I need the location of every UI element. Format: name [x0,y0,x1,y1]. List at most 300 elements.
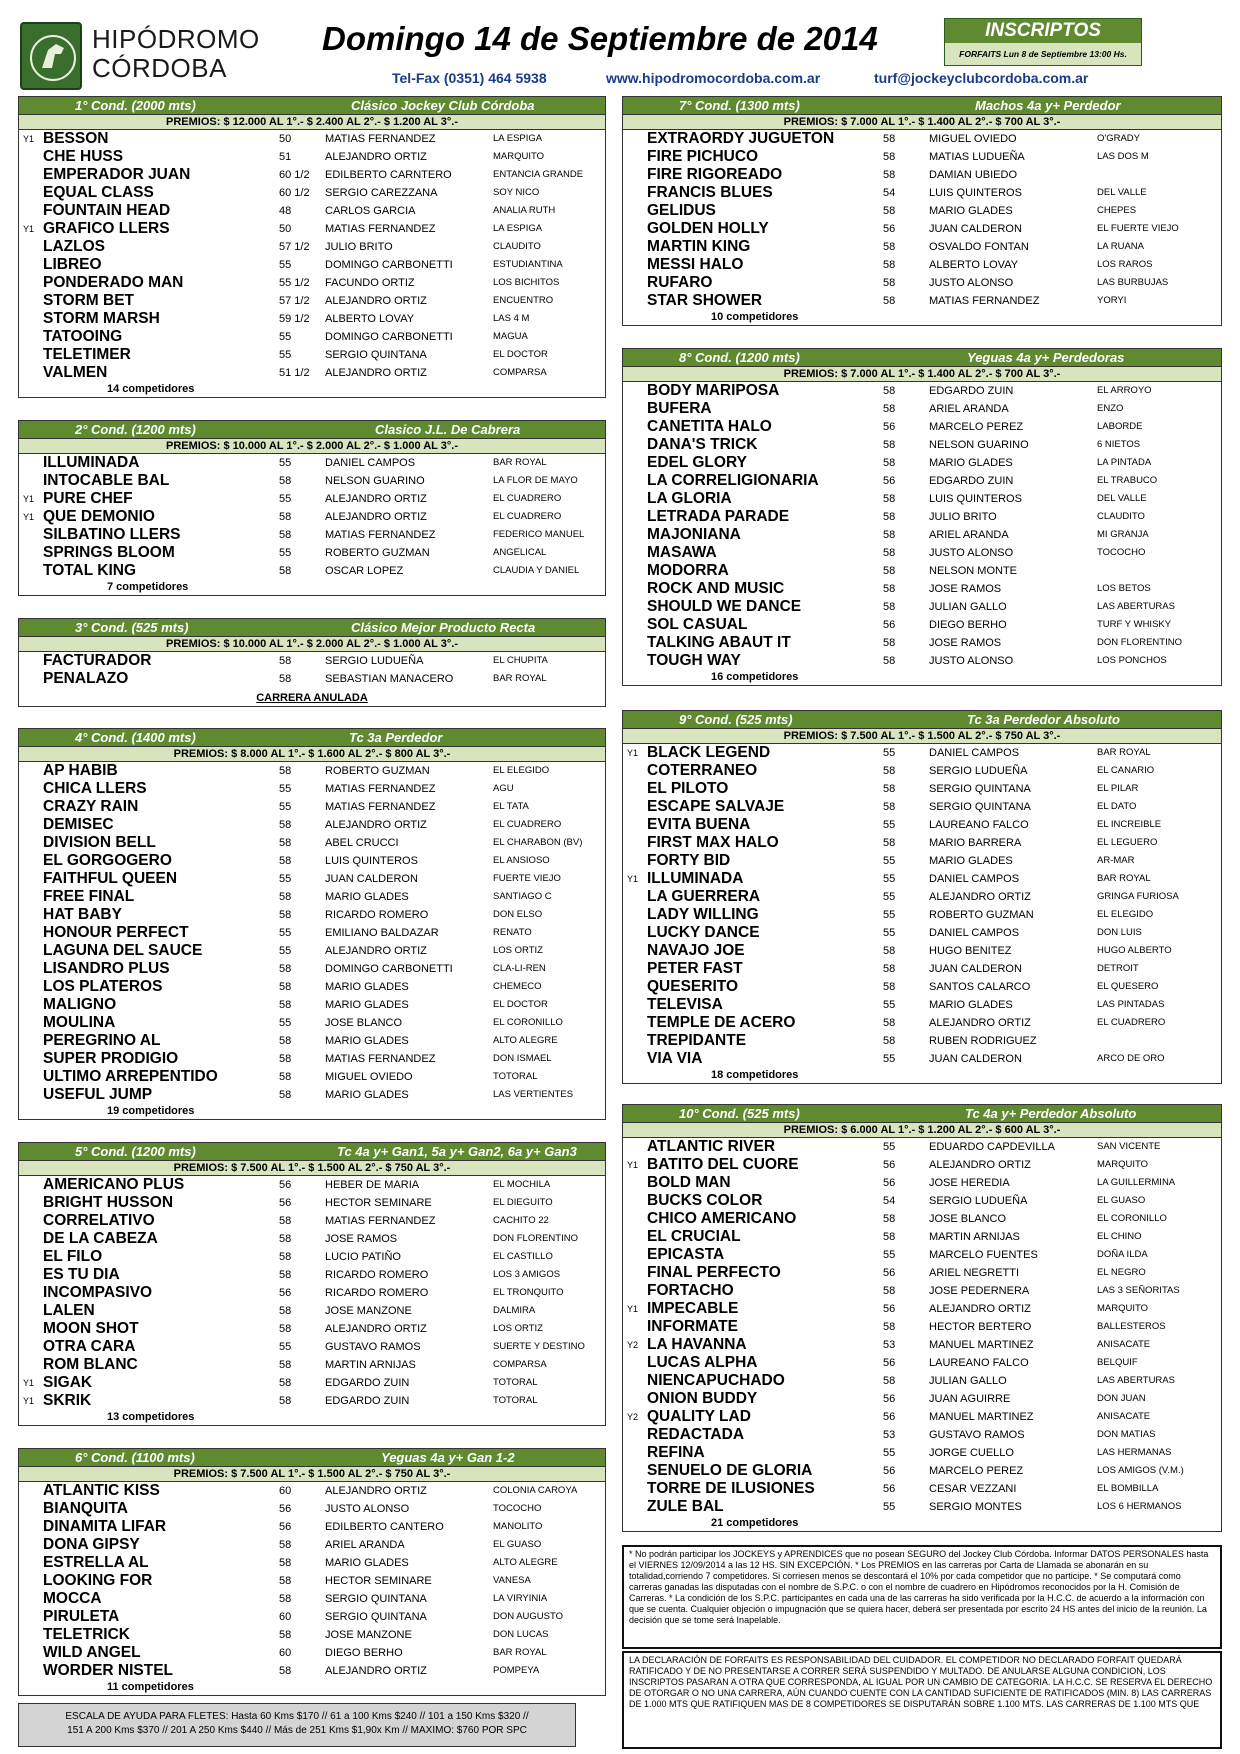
horse-name: USEFUL JUMP [43,1086,153,1103]
entry-row [623,634,1221,652]
horse-name: LA GLORIA [647,490,732,507]
horse-weight: 56 [883,223,896,235]
horse-weight: 55 [279,331,292,343]
horse-name: FOUNTAIN HEAD [43,202,171,219]
entry-row [19,1374,605,1392]
horse-name: MAJONIANA [647,526,741,543]
entry-row [19,816,605,834]
race-1-block [18,96,606,398]
horse-name: VALMEN [43,364,108,381]
horse-weight: 60 [279,1647,292,1659]
entry-row [623,1228,1221,1246]
horse-name: EMPERADOR JUAN [43,166,191,183]
horse-weight: 58 [279,1359,292,1371]
jockey-name: ARIEL ARANDA [929,403,1009,415]
jockey-name: JUAN AGUIRRE [929,1393,1011,1405]
horse-name: HONOUR PERFECT [43,924,189,941]
horse-weight: 58 [279,1629,292,1641]
entry-row [19,328,605,346]
entry-row [623,1174,1221,1192]
entry-row [19,1482,605,1500]
jockey-name: MARCELO PEREZ [929,1465,1024,1477]
race-2-block [18,420,606,596]
stud-name: EL CANARIO [1097,765,1155,776]
horse-weight: 58 [279,1305,292,1317]
jockey-name: LUIS QUINTEROS [929,187,1022,199]
entry-row [19,1302,605,1320]
horse-name: LADY WILLING [647,906,759,923]
horse-name: BRIGHT HUSSON [43,1194,174,1211]
race-title: 3° Cond. (525 mts) [75,620,189,635]
stud-name: VANESA [493,1575,531,1586]
stud-name: ENTANCIA GRANDE [493,169,584,180]
entry-row [19,1032,605,1050]
notes-text-2: LA DECLARACIÓN DE FORFAITS ES RESPONSABILIDAD DEL CUIDADOR. EL COMPETIDOR NO DECLARADO FORFAIT QUEDARÁ RATIFICADO Y DE NO PRESENTARSE A CORRER SERÁ SUSPENDIDO Y MULTADO. DE ANULARSE ALGUNA CONDICION, LOS INSCRIPTOS PASARAN A OTRA QUE CORRESPONDA, AL IGUAL POR UN CAMBIO DE CATEGORIA. LA H.C.C. SE RESERVA EL DERECHO DE OTORGAR O NO UNA CARRERA, AÚN CUANDO CUENTE CON LA CANTIDAD SUFICIENTE DE RATIFICADOS (MIN. 8) LAS CARRERAS DE 1.000 MTS QUE RATIFIQUEN MAS DE 8 COMPETIDORES SE DISPUTARÁN SOBRE 1.100 MTS. LAS CARRERAS DE 1.100 MTS QUE [629,1655,1213,1709]
entry-row [19,978,605,996]
jockey-name: DAMIAN UBIEDO [929,169,1018,181]
entry-row [623,274,1221,292]
horse-weight: 58 [279,819,292,831]
horse-name: PETER FAST [647,960,743,977]
jockey-name: MARIO GLADES [929,457,1013,469]
horse-name: FAITHFUL QUEEN [43,870,178,887]
horse-name: EL PILOTO [647,780,729,797]
entry-row [623,436,1221,454]
jockey-name: DANIEL CAMPOS [929,747,1020,759]
stud-name: EL DOCTOR [493,999,548,1010]
horse-name: EDEL GLORY [647,454,747,471]
jockey-name: JOSE RAMOS [325,1233,398,1245]
race-title: 1° Cond. (2000 mts) [75,98,196,113]
horse-name: CHICA LLERS [43,780,147,797]
horse-name: EL CRUCIAL [647,1228,741,1245]
entry-row [623,1014,1221,1032]
horse-weight: 57 1/2 [279,295,310,307]
jockey-name: JOSE MANZONE [325,1629,412,1641]
entry-row [623,616,1221,634]
jockey-name: ALEJANDRO ORTIZ [325,945,427,957]
stud-name: EL FUERTE VIEJO [1097,223,1179,234]
horse-name: LALEN [43,1302,95,1319]
stud-name: LOS ORTIZ [493,945,543,956]
jockey-name: MARIO GLADES [325,981,409,993]
horse-name: PURE CHEF [43,490,133,507]
stud-name: EL TATA [493,801,529,812]
horse-name: OTRA CARA [43,1338,136,1355]
stud-name: LOS AMIGOS (V.M.) [1097,1465,1184,1476]
horse-weight: 55 [279,1017,292,1029]
horse-name: NAVAJO JOE [647,942,745,959]
horse-name: LUCKY DANCE [647,924,760,941]
jockey-name: EDUARDO CAPDEVILLA [929,1141,1055,1153]
jockey-name: SERGIO LUDUEÑA [325,655,424,667]
race-title: 8° Cond. (1200 mts) [679,350,800,365]
horse-weight: 56 [883,1357,896,1369]
entry-row [623,400,1221,418]
entry-row [623,816,1221,834]
race-subtitle: Tc 3a Perdedor [349,730,443,745]
horse-name: BIANQUITA [43,1500,128,1517]
race-subtitle: Clásico Jockey Club Córdoba [351,98,535,113]
entry-row [623,1156,1221,1174]
stud-name: DON FLORENTINO [1097,637,1182,648]
stud-name: DALMIRA [493,1305,536,1316]
horse-weight: 58 [279,1233,292,1245]
jockey-name: DOMINGO CARBONETTI [325,331,453,343]
entry-row [623,1444,1221,1462]
jockey-name: ALBERTO LOVAY [929,259,1019,271]
horse-name: LOOKING FOR [43,1572,153,1589]
jockey-name: GUSTAVO RAMOS [325,1341,421,1353]
stud-name: EL ELEGIDO [493,765,550,776]
entry-row [623,924,1221,942]
stud-name: LOS 6 HERMANOS [1097,1501,1182,1512]
entry-row [623,1318,1221,1336]
entry-row [19,1554,605,1572]
race-subtitle: Yeguas 4a y+ Perdedoras [967,350,1125,365]
entry-row [623,418,1221,436]
jockey-name: ALEJANDRO ORTIZ [929,891,1031,903]
jockey-name: SERGIO LUDUEÑA [929,1195,1028,1207]
horse-name: SENUELO DE GLORIA [647,1462,813,1479]
horse-name: STORM MARSH [43,310,160,327]
jockey-name: ALEJANDRO ORTIZ [325,151,427,163]
stud-name: MANOLITO [493,1521,543,1532]
entry-row [19,1590,605,1608]
race-title: 7° Cond. (1300 mts) [679,98,800,113]
entry-row [19,1500,605,1518]
jockey-name: EMILIANO BALDAZAR [325,927,439,939]
horse-weight: 58 [883,295,896,307]
competitor-count: 21 competidores [711,1517,799,1529]
stud-name: DON ISMAEL [493,1053,552,1064]
horse-name: TELETIMER [43,346,131,363]
telfax: Tel-Fax (0351) 464 5938 [392,70,547,86]
race-title: 9° Cond. (525 mts) [679,712,793,727]
entry-row [19,364,605,382]
jockey-name: NELSON GUARINO [929,439,1029,451]
stud-name: EL QUESERO [1097,981,1159,992]
horse-weight: 55 [279,801,292,813]
stud-name: EL PILAR [1097,783,1139,794]
jockey-name: GUSTAVO RAMOS [929,1429,1025,1441]
race-prizes: PREMIOS: $ 12.000 AL 1°.- $ 2.400 AL 2°.- $ 1.200 AL 3°.- [19,114,605,130]
horse-weight: 55 [883,1447,896,1459]
stud-name: TURF Y WHISKY [1097,619,1172,630]
jockey-name: LAUREANO FALCO [929,819,1029,831]
horse-name: ESTRELLA AL [43,1554,149,1571]
race-7-block [622,96,1222,326]
horse-name: CHICO AMERICANO [647,1210,797,1227]
stud-name: EL DOCTOR [493,349,548,360]
stud-name: CLAUDITO [493,241,541,252]
horse-name: TELETRICK [43,1626,130,1643]
horse-weight: 58 [883,1017,896,1029]
jockey-name: HEBER DE MARIA [325,1179,420,1191]
horse-weight: 58 [883,151,896,163]
stud-name: DETROIT [1097,963,1139,974]
jockey-name: DIEGO BERHO [929,619,1007,631]
horse-weight: 55 [883,927,896,939]
website-link[interactable]: www.hipodromocordoba.com.ar [606,70,821,86]
stud-name: LOS ORTIZ [493,1323,543,1334]
entry-row [19,1194,605,1212]
horse-name: TOUGH WAY [647,652,741,669]
stud-name: COMPARSA [493,367,547,378]
horse-name: LA GUERRERA [647,888,761,905]
stud-name: LA PINTADA [1097,457,1152,468]
inscriptos-box [944,18,1142,66]
jockey-name: MATIAS FERNANDEZ [325,133,436,145]
horse-weight: 56 [883,619,896,631]
horse-weight: 58 [279,655,292,667]
jockey-name: MATIAS FERNANDEZ [325,801,436,813]
entry-mark: Y1 [627,874,639,884]
horse-name: DE LA CABEZA [43,1230,158,1247]
jockey-name: MARIO GLADES [325,1557,409,1569]
jockey-name: JOSE HEREDIA [929,1177,1010,1189]
stud-name: LABORDE [1097,421,1143,432]
horse-weight: 55 [883,855,896,867]
horse-weight: 58 [279,855,292,867]
horse-weight: 58 [883,205,896,217]
horse-name: CRAZY RAIN [43,798,139,815]
horse-weight: 58 [279,837,292,849]
horse-name: PONDERADO MAN [43,274,184,291]
jockey-name: SANTOS CALARCO [929,981,1031,993]
horse-weight: 55 [279,927,292,939]
race-header [19,97,605,114]
horse-weight: 58 [883,1285,896,1297]
horse-weight: 58 [279,765,292,777]
horse-name: BUFERA [647,400,712,417]
race-header [19,1143,605,1160]
race-title: 4° Cond. (1400 mts) [75,730,196,745]
horse-weight: 58 [279,999,292,1011]
stud-name: DON ELSO [493,909,543,920]
horse-name: ATLANTIC RIVER [647,1138,776,1155]
notes-box-2 [622,1651,1222,1749]
entry-row [623,1408,1221,1426]
horse-weight: 55 [279,873,292,885]
horse-weight: 58 [883,801,896,813]
horse-weight: 58 [279,909,292,921]
entry-row [623,1300,1221,1318]
jockey-name: SERGIO QUINTANA [325,1611,427,1623]
jockey-name: MARIO GLADES [325,891,409,903]
stud-name: RENATO [493,927,532,938]
horse-name: EPICASTA [647,1246,725,1263]
jockey-name: MARTIN ARNIJAS [929,1231,1020,1243]
horse-name: LA CORRELIGIONARIA [647,472,819,489]
race-6-block [18,1448,606,1696]
horse-name: STORM BET [43,292,134,309]
horse-name: DONA GIPSY [43,1536,140,1553]
jockey-name: CESAR VEZZANI [929,1483,1017,1495]
stud-name: MARQUITO [1097,1303,1149,1314]
horse-weight: 60 1/2 [279,169,310,181]
stud-name: TOTORAL [493,1071,538,1082]
jockey-name: ALEJANDRO ORTIZ [325,493,427,505]
stud-name: CHEPES [1097,205,1137,216]
stud-name: DON AUGUSTO [493,1611,564,1622]
horse-name: INFORMATE [647,1318,738,1335]
stud-name: EL ANSIOSO [493,855,550,866]
race-header [19,729,605,746]
entry-row [19,1392,605,1410]
jockey-name: MARIO GLADES [929,855,1013,867]
entry-row [19,1518,605,1536]
entry-row [19,1284,605,1302]
jockey-name: DANIEL CAMPOS [325,457,416,469]
stud-name: TOCOCHO [493,1503,542,1514]
stud-name: ALTO ALEGRE [493,1557,558,1568]
horse-name: ATLANTIC KISS [43,1482,160,1499]
horse-weight: 56 [883,1411,896,1423]
jockey-name: LUIS QUINTEROS [929,493,1022,505]
jockey-name: MARTIN ARNIJAS [325,1359,416,1371]
horse-weight: 58 [883,1321,896,1333]
entry-row [623,202,1221,220]
entry-row [623,1210,1221,1228]
horse-name: RUFARO [647,274,713,291]
horse-name: CHE HUSS [43,148,124,165]
horse-name: REFINA [647,1444,705,1461]
horse-name: SHOULD WE DANCE [647,598,802,615]
horse-weight: 53 [883,1339,896,1351]
jockey-name: ROBERTO GUZMAN [325,547,430,559]
jockey-name: DOMINGO CARBONETTI [325,259,453,271]
entry-row [623,1354,1221,1372]
horse-weight: 55 [883,1053,896,1065]
race-title: 2° Cond. (1200 mts) [75,422,196,437]
jockey-name: OSVALDO FONTAN [929,241,1029,253]
horse-weight: 58 [883,169,896,181]
entry-row [19,346,605,364]
entry-row [19,508,605,526]
stud-name: EL BOMBILLA [1097,1483,1159,1494]
entry-mark: Y1 [23,1396,35,1406]
jockey-name: ALEJANDRO ORTIZ [325,511,427,523]
entry-mark: Y1 [23,134,35,144]
stud-name: LOS PONCHOS [1097,655,1167,666]
entry-row [19,148,605,166]
horse-name: MASAWA [647,544,717,561]
stud-name: ANISACATE [1097,1411,1151,1422]
jockey-name: JUSTO ALONSO [929,277,1014,289]
competitor-count: 16 competidores [711,671,799,683]
race-cancelled-label: CARRERA ANULADA [256,692,368,704]
horse-name: BATITO DEL CUORE [647,1156,799,1173]
horse-name: COTERRANEO [647,762,758,779]
race-prizes: PREMIOS: $ 7.500 AL 1°.- $ 1.500 AL 2°.- $ 750 AL 3°.- [19,1466,605,1482]
entry-mark: Y1 [23,512,35,522]
inscriptos-title: INSCRIPTOS [945,19,1141,43]
horse-weight: 55 [883,891,896,903]
horse-name: FORTY BID [647,852,731,869]
stud-name: EL CHUPITA [493,655,548,666]
jockey-name: SERGIO LUDUEÑA [929,765,1028,777]
horse-weight: 58 [883,837,896,849]
horse-name: DEMISEC [43,816,114,833]
jockey-name: MATIAS FERNANDEZ [325,529,436,541]
page-header [0,0,1240,100]
stud-name: EL ARROYO [1097,385,1152,396]
entry-row [19,1356,605,1374]
stud-name: LA ESPIGA [493,133,543,144]
entry-row [623,1032,1221,1050]
horse-name: BUCKS COLOR [647,1192,763,1209]
jockey-name: MARIO GLADES [929,999,1013,1011]
horse-name: QUESERITO [647,978,739,995]
entry-row [19,888,605,906]
jockey-name: JOSE PEDERNERA [929,1285,1030,1297]
entry-row [623,1390,1221,1408]
horse-name: ILLUMINADA [647,870,744,887]
horse-name: TATOOING [43,328,123,345]
email-link[interactable]: turf@jockeyclubcordoba.com.ar [874,70,1089,86]
jockey-name: JOSE MANZONE [325,1305,412,1317]
entry-row [623,598,1221,616]
horse-name: ONION BUDDY [647,1390,758,1407]
horse-name: LAGUNA DEL SAUCE [43,942,203,959]
race-header [623,97,1221,114]
competitor-count: 7 competidores [107,581,189,593]
race-subtitle: Yeguas 4a y+ Gan 1-2 [381,1450,515,1465]
stud-name: EL TRONQUITO [493,1287,564,1298]
horse-name: TEMPLE DE ACERO [647,1014,796,1031]
stud-name: BELQUIF [1097,1357,1138,1368]
horse-name: BESSON [43,130,109,147]
jockey-name: ALEJANDRO ORTIZ [325,1665,427,1677]
horse-weight: 54 [883,187,896,199]
jockey-name: RICARDO ROMERO [325,1269,429,1281]
horse-weight: 58 [279,1665,292,1677]
horse-weight: 58 [883,457,896,469]
horse-weight: 56 [883,1177,896,1189]
jockey-name: JORGE CUELLO [929,1447,1014,1459]
horse-name: FIRE RIGOREADO [647,166,783,183]
horse-weight: 58 [883,277,896,289]
entry-row [19,544,605,562]
horse-weight: 58 [279,1377,292,1389]
stud-name: COLONIA CAROYA [493,1485,578,1496]
entry-row [623,1336,1221,1354]
stud-name: EL CUADRERO [493,493,562,504]
horse-name: EXTRAORDY JUGUETON [647,130,835,147]
entry-row [623,130,1221,148]
jockey-name: ALEJANDRO ORTIZ [325,295,427,307]
horse-weight: 58 [279,1215,292,1227]
jockey-name: ALEJANDRO ORTIZ [929,1017,1031,1029]
stud-name: ARCO DE ORO [1097,1053,1165,1064]
jockey-name: JUSTO ALONSO [325,1503,410,1515]
entry-row [623,798,1221,816]
entry-row [19,1536,605,1554]
competitor-count: 10 competidores [711,311,799,323]
stud-name: HUGO ALBERTO [1097,945,1172,956]
jockey-name: LAUREANO FALCO [929,1357,1029,1369]
jockey-name: ROBERTO GUZMAN [929,909,1034,921]
jockey-name: DANIEL CAMPOS [929,873,1020,885]
jockey-name: ARIEL ARANDA [325,1539,405,1551]
logo-text-line1: HIPÓDROMO [92,24,260,54]
race-subtitle: Clásico Mejor Producto Recta [351,620,536,635]
race-subtitle: Clasico J.L. De Cabrera [375,422,521,437]
competitor-count: 18 competidores [711,1069,799,1081]
horse-name: SPRINGS BLOOM [43,544,175,561]
horse-name: STAR SHOWER [647,292,763,309]
